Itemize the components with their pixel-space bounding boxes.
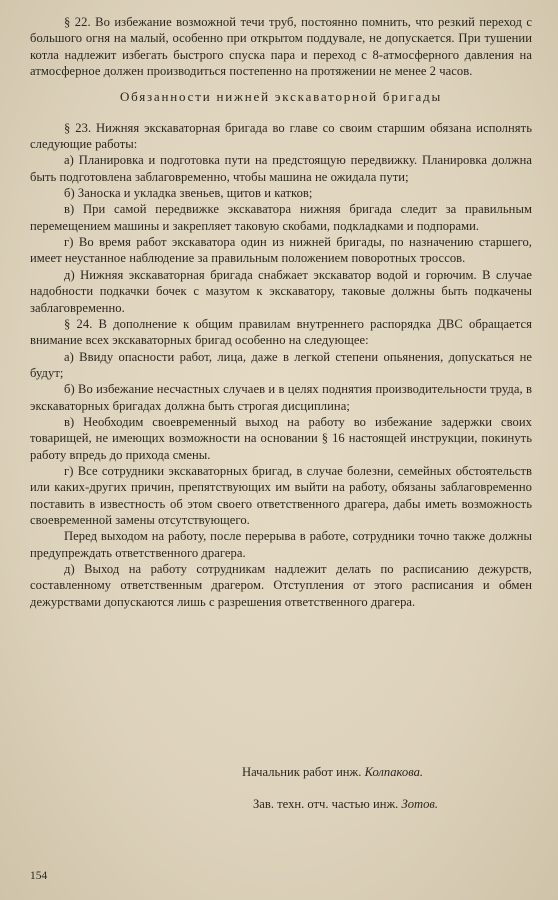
item-23-c: в) При самой передвижке экскаватора нижняя бригада следит за правильным перемещением машины и закрепляет таковую скобами, подкладками и подпорами. (30, 202, 532, 233)
item-24-e: д) Выход на работу сотрудникам надлежит делать по расписанию дежурств, составленному ответственным драгером. Отступления от этого расписания и обмен дежурствами допускаются лишь с разрешения ответственного драгера. (30, 562, 532, 609)
page-number: 154 (30, 870, 48, 882)
signature-chief-title: Начальник работ инж. (242, 765, 362, 779)
signature-chief (242, 765, 423, 780)
item-23-d: г) Во время работ экскаватора один из нижней бригады, по назначению старшего, имеет неустанное наблюдение за правильным положением поворотных троссов. (30, 235, 532, 266)
item-24-a: а) Ввиду опасности работ, лица, даже в легкой степени опьянения, допускаться не будут; (30, 349, 532, 380)
section-heading: Обязанности нижней экскаваторной бригады (119, 89, 443, 105)
signature-head-name: Зотов. (401, 797, 439, 811)
document-body (30, 14, 532, 610)
item-24-c: в) Необходим своевременный выход на работу во избежание задержки своих товарищей, не имеющих возможности на основании § 16 настоящей инструкции, покинуть работу впредь до прихода смены. (30, 414, 532, 462)
signature-head-title: Зав. техн. отч. частью инж. (253, 797, 399, 811)
paragraph-22: § 22. Во избежание возможной течи труб, постоянно помнить, что резкий переход с большого огня на малый, особенно при открытом поддувале, не допускается. При тушении котла надлежит избегать быстрого спуска пара и переход с 8-атмосферного давления на атмосферное должен производиться постепенно на протяжении не менее 2 часов. (30, 15, 532, 79)
signature-chief-name: Колпакова. (364, 765, 424, 779)
item-24-d: г) Все сотрудники экскаваторных бригад, в случае болезни, семейных обстоятельств или каких-другиx причин, препятствующих им выйти на работу, обязаны заблаговременно поставить в известность об этом своего ответственного драгера, дабы иметь возможность своевременной замены отсутствующего. (30, 463, 532, 527)
paragraph-return: Перед выходом на работу, после перерыва в работе, сотрудники точно также должны предупреждать ответственного драгера. (30, 529, 532, 560)
item-23-b: б) Заноска и укладка звеньев, щитов и катков; (64, 186, 313, 201)
signature-head (253, 797, 438, 812)
item-23-e: д) Нижняя экскаваторная бригада снабжает экскаватор водой и горючим. В случае надобности подкачки бочек с мазутом к экскаватору, таковые должны быть подкачены заблаговременно. (30, 267, 532, 315)
paragraph-23: § 23. Нижняя экскаваторная бригада во главе со своим старшим обязана исполнять следующие работы: (30, 120, 532, 152)
paragraph-24: § 24. В дополнение к общим правилам внутреннего распорядка ДВС обращается внимание всех экскаваторных бригад особенно на следующее: (30, 316, 532, 348)
item-24-b: б) Во избежание несчастных случаев и в целях поднятия производительности труда, в экскаваторных бригадах должна быть строгая дисциплина; (30, 382, 532, 413)
item-23-a: а) Планировка и подготовка пути на предстоящую передвижку. Планировка должна быть подготовлена заблаговременно, чтобы машина не ожидала пути; (30, 153, 532, 184)
